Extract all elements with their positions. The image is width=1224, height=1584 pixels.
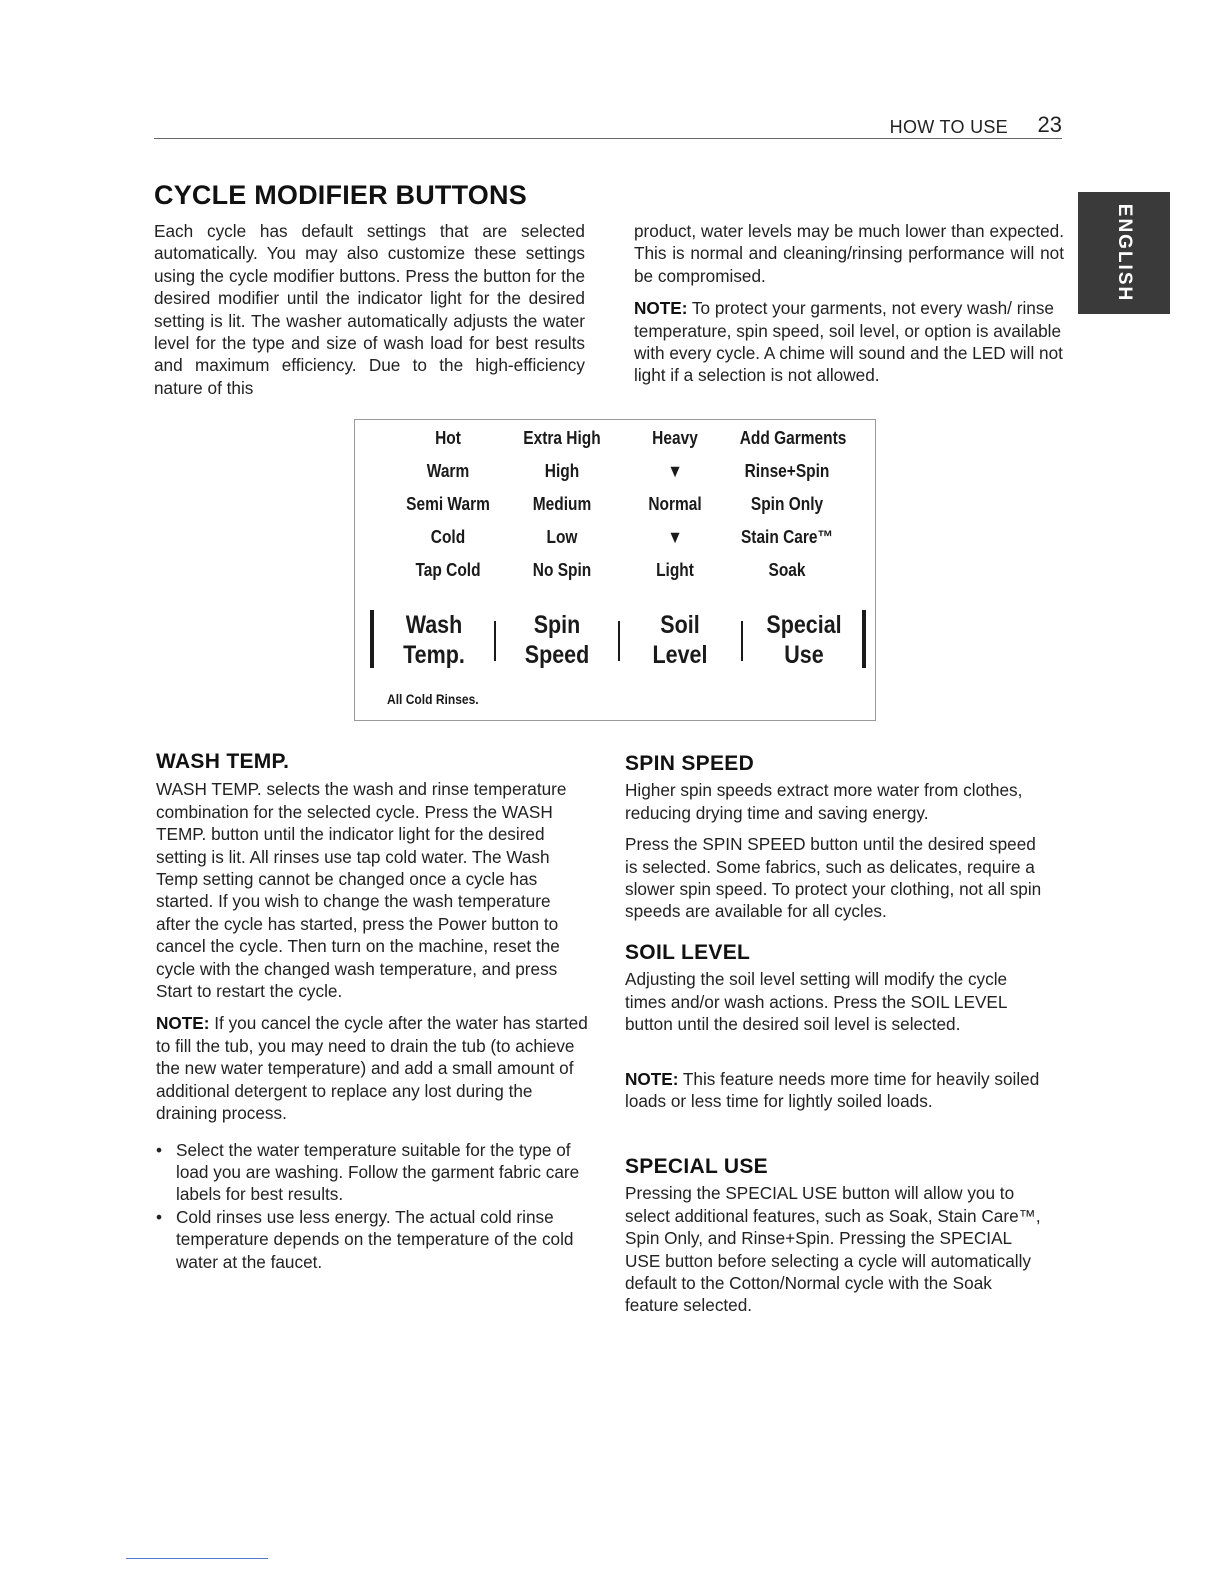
- note-label: NOTE:: [634, 298, 688, 319]
- soil-level-button-line1: Soil: [660, 611, 700, 639]
- special-use-button: [752, 610, 855, 670]
- spin-speed-heading: SPIN SPEED: [625, 752, 755, 775]
- spin-speed-section: [625, 753, 1045, 923]
- wash-temp-section: [156, 751, 589, 1273]
- special-use-option: Stain Care™: [740, 527, 834, 547]
- page-header: [154, 112, 1062, 139]
- spin-speed-option: Extra High: [523, 428, 601, 448]
- spin-speed-button-line2: Speed: [524, 641, 590, 669]
- bullet-item: • Select the water temperature suitable for the type of load you are washing. Follow the garment fabric care labels for best results.: [156, 1139, 589, 1206]
- language-tab: [1078, 192, 1170, 314]
- soil-level-down-arrow-icon: ▼: [667, 527, 683, 547]
- soil-level-button-line2: Level: [652, 641, 708, 669]
- note-text: To protect your garments, not every wash/ rinse temperature, spin speed, soil level, or option is available with every cycle. A chime will sound and the LED will not light if a selection is not allowed.: [634, 298, 1063, 386]
- special-use-option: Soak: [768, 560, 806, 580]
- spin-speed-paragraph-1: Higher spin speeds extract more water from clothes, reducing drying time and saving energy.: [625, 780, 1023, 823]
- soil-level-button: [628, 610, 731, 670]
- intro-paragraph-1: Each cycle has default settings that are selected automatically. You may also customize these settings using the cycle modifier buttons. Press the button for the desired modifier until the indicator light for the desired setting is lit. The washer automatically adjusts the water level for the type and size of wash load for best results and maximum efficiency. Due to the high-efficiency nature of this: [154, 221, 585, 398]
- control-panel-diagram: [354, 419, 876, 721]
- panel-divider: [741, 621, 743, 661]
- wash-temp-heading: WASH TEMP.: [156, 750, 290, 773]
- spin-speed-paragraph-2: Press the SPIN SPEED button until the desired speed is selected. Some fabrics, such as delicates, require a slower spin speed. To protect your clothing, not all spin speeds are available for all cycles.: [625, 834, 1042, 922]
- panel-divider: [370, 610, 374, 668]
- panel-divider: [494, 621, 496, 661]
- language-tab-label: ENGLISH: [1114, 203, 1135, 303]
- wash-temp-button: [382, 610, 485, 670]
- note-text: This feature needs more time for heavily soiled loads or less time for lightly soiled loads.: [625, 1068, 1040, 1112]
- panel-footnote: All Cold Rinses.: [387, 691, 479, 707]
- soil-level-heading: SOIL LEVEL: [625, 941, 751, 964]
- wash-temp-option: Tap Cold: [415, 560, 481, 580]
- wash-temp-paragraph: WASH TEMP. selects the wash and rinse temperature combination for the selected cycle. Press the WASH TEMP. button until the indicator light for the desired setting is lit. All rinses use tap cold water. The Wash Temp setting cannot be changed once a cycle has started. If you wish to change the wash temperature after the cycle has started, press the Power button to cancel the cycle. Then turn on the machine, reset the cycle with the changed wash temperature, and press Start to restart the cycle.: [156, 779, 567, 1002]
- intro-note: [634, 297, 1064, 387]
- wash-temp-button-line1: Wash: [405, 611, 463, 639]
- bullet-item: • Cold rinses use less energy. The actual cold rinse temperature depends on the temperature of the cold water at the faucet.: [156, 1206, 589, 1273]
- soil-level-down-arrow-icon: ▼: [667, 461, 683, 481]
- intro-column-2: [634, 220, 1064, 387]
- soil-level-option: Heavy: [652, 428, 698, 448]
- soil-level-note: [625, 1068, 1045, 1113]
- special-use-heading: SPECIAL USE: [625, 1155, 768, 1178]
- spin-speed-option: Low: [546, 527, 578, 547]
- page-title: CYCLE MODIFIER BUTTONS: [154, 180, 527, 210]
- wash-temp-option: Warm: [426, 461, 470, 481]
- soil-level-option: Normal: [648, 494, 702, 514]
- intro-paragraph-2: product, water levels may be much lower than expected. This is normal and cleaning/rinsing performance will not be compromised.: [634, 221, 1064, 286]
- note-label: NOTE:: [625, 1068, 679, 1089]
- spin-speed-button-line1: Spin: [533, 611, 581, 639]
- wash-temp-option: Hot: [435, 428, 461, 448]
- panel-divider: [618, 621, 620, 661]
- footer-rule: [126, 1558, 268, 1559]
- note-text: If you cancel the cycle after the water has started to fill the tub, you may need to drain the tub (to achieve the new water temperature) and add a small amount of additional detergent to replace any lost during the draining process.: [156, 1013, 588, 1124]
- special-use-paragraph: Pressing the SPECIAL USE button will allow you to select additional features, such as Soak, Stain Care™, Spin Only, and Rinse+Spin. Pressing the SPECIAL USE button before selecting a cycle will automatically default to the Cotton/Normal cycle with the Soak feature selected.: [625, 1183, 1041, 1316]
- spin-speed-button: [505, 610, 608, 670]
- wash-temp-bullets: [156, 1139, 589, 1273]
- soil-level-paragraph: Adjusting the soil level setting will modify the cycle times and/or wash actions. Press the SOIL LEVEL button until the desired soil level is selected.: [625, 969, 1008, 1035]
- soil-level-option: Light: [656, 560, 694, 580]
- wash-temp-button-line2: Temp.: [403, 641, 465, 669]
- page-number: 23: [1037, 112, 1062, 137]
- special-use-option: Rinse+Spin: [744, 461, 830, 481]
- special-use-section: [625, 1156, 1045, 1317]
- panel-divider: [862, 610, 866, 668]
- special-use-option: Spin Only: [750, 494, 824, 514]
- special-use-option: Add Garments: [739, 428, 847, 448]
- special-use-button-line1: Special: [766, 611, 842, 639]
- special-use-button-line2: Use: [784, 641, 824, 669]
- note-label: NOTE:: [156, 1013, 210, 1034]
- wash-temp-note: [156, 1012, 589, 1124]
- wash-temp-option: Semi Warm: [406, 494, 490, 514]
- wash-temp-option: Cold: [430, 527, 466, 547]
- spin-speed-option: No Spin: [532, 560, 592, 580]
- spin-speed-option: High: [544, 461, 580, 481]
- soil-level-section: [625, 942, 1045, 1112]
- spin-speed-option: Medium: [532, 494, 592, 514]
- section-label: HOW TO USE: [889, 117, 1008, 137]
